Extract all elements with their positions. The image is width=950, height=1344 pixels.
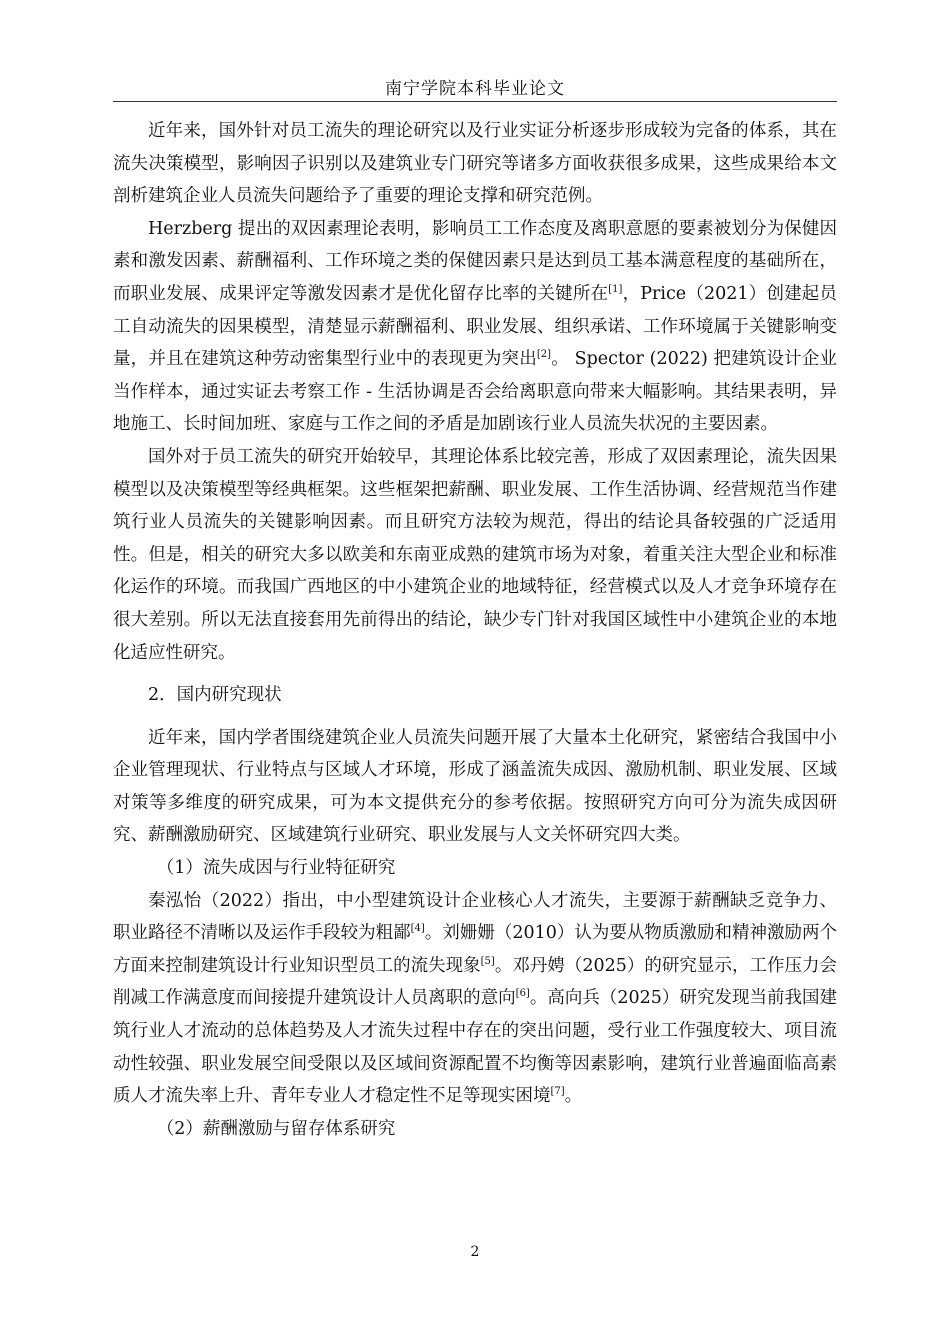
citation-4: [4] — [410, 923, 425, 935]
paragraph-5 — [113, 885, 837, 1113]
paragraph-2 — [113, 213, 837, 441]
subheading-2: （2）薪酬激励与留存体系研究 — [156, 1118, 396, 1139]
citation-2: [2] — [536, 349, 552, 361]
citation-5: [5] — [480, 956, 495, 968]
paragraph-5-text-b: 。刘姗姗（2010）认为要从物质激励和精神激励两个方面来控制建筑设计行业知识型员工的流失现象 — [113, 923, 837, 976]
paragraph-4: 近年来，国内学者围绕建筑企业人员流失问题开展了大量本土化研究，紧密结合我国中小企业管理现状、行业特点与区域人才环境，形成了涵盖流失成因、激励机制、职业发展、区域对策等多维度的研究成果，可为本文提供充分的参考依据。按照研究方向可分为流失成因研究、薪酬激励研究、区域建筑行业研究、职业发展与人文关怀研究四大类。 — [113, 727, 837, 846]
citation-7: [7] — [550, 1086, 565, 1098]
citation-6: [6] — [515, 988, 530, 1000]
paragraph-2-text-a: Herzberg 提出的双因素理论表明，影响员工工作态度及离职意愿的要素被划分为保健因素和激发因素、薪酬福利、工作环境之类的保健因素只是达到员工基本满意程度的基础所在，而职业发展、成果评定等激发因素才是优化留存比率的关键所在 — [113, 218, 837, 304]
paragraph-2-text-c: 。 Spector (2022) 把建筑设计企业当作样本，通过实证去考察工作 - 生活协调是否会给离职意向带来大幅影响。其结果表明，异地施工、长时间加班、家庭与工作之间的矛盾是加剧该行业人员流失状况的主要因素。 — [113, 349, 838, 435]
paragraph-5-text-a: 秦泓怡（2022）指出，中小型建筑设计企业核心人才流失，主要源于薪酬缺乏竞争力、职业路径不清晰以及运作手段较为粗鄙 — [113, 890, 837, 944]
section-heading-domestic-research: 2．国内研究现状 — [148, 685, 282, 706]
paragraph-1: 近年来，国外针对员工流失的理论研究以及行业实证分析逐步形成较为完备的体系，其在流失决策模型，影响因子识别以及建筑业专门研究等诸多方面收获很多成果，这些成果给本文剖析建筑企业人员流失问题给予了重要的理论支撑和研究范例。 — [113, 121, 837, 207]
page-header-title: 南宁学院本科毕业论文 — [385, 79, 565, 99]
paragraph-2-text-b: ，Price（2021）创建起员工自动流失的因果模型，清楚显示薪酬福利、职业发展、组织承诺、工作环境属于关键影响变量，并且在建筑这种劳动密集型行业中的表现更为突出 — [113, 283, 837, 370]
paragraph-5-text-e: 。 — [564, 1086, 583, 1107]
paragraph-5-text-c: 。邓丹娉（2025）的研究显示，工作压力会削减工作满意度而间接提升建筑设计人员离职的意向 — [113, 955, 837, 1009]
citation-1: [1] — [608, 284, 623, 296]
subheading-1: （1）流失成因与行业特征研究 — [156, 858, 396, 879]
page-number: 2 — [470, 1244, 480, 1260]
page-body — [113, 115, 837, 1145]
paragraph-3: 国外对于员工流失的研究开始较早，其理论体系比较完善，形成了双因素理论，流失因果模型以及决策模型等经典框架。这些框架把薪酬、职业发展、工作生活协调、经营规范当作建筑行业人员流失的关键影响因素。而且研究方法较为规范，得出的结论具备较强的广泛适用性。但是，相关的研究大多以欧美和东南亚成熟的建筑市场为对象，着重关注大型企业和标准化运作的环境。而我国广西地区的中小建筑企业的地域特征，经营模式以及人才竞争环境存在很大差别。所以无法直接套用先前得出的结论，缺少专门针对我国区域性中小建筑企业的本地化适应性研究。 — [113, 446, 837, 663]
paragraph-5-text-d: 。高向兵（2025）研究发现当前我国建筑行业人才流动的总体趋势及人才流失过程中存在的突出问题，受行业工作强度较大、项目流动性较强、职业发展空间受限以及区域间资源配置不均衡等因素影响，建筑行业普遍面临高素质人才流失率上升、青年专业人才稳定性不足等现实困境 — [113, 988, 837, 1107]
header-rule — [113, 101, 837, 102]
